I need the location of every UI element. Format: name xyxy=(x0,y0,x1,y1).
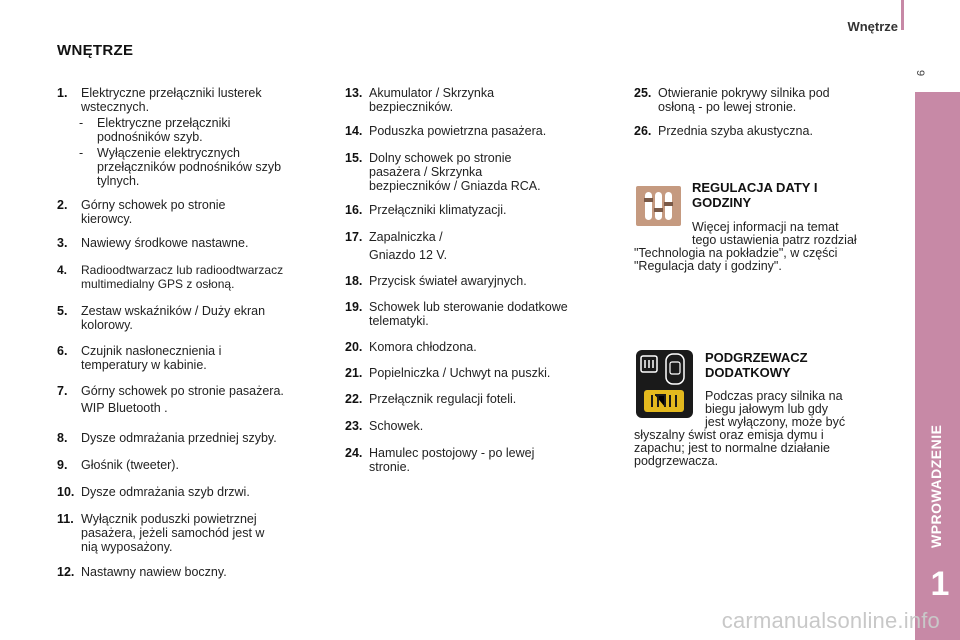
podgrzewacz-text-cont xyxy=(634,429,830,468)
item-number: 10. xyxy=(57,485,75,499)
item-text: Wyłącznik poduszki powietrznej xyxy=(81,512,257,526)
regulacja-text xyxy=(692,221,857,247)
item-text: Zapalniczka / xyxy=(369,230,443,244)
subitem-text: Wyłączenie elektrycznych xyxy=(97,146,240,160)
regulacja-text-cont xyxy=(634,247,837,273)
page-number: 9 xyxy=(914,70,926,77)
chapter-side-tab xyxy=(915,92,960,640)
list-item xyxy=(57,236,248,250)
item-number: 6. xyxy=(57,344,68,358)
list-item xyxy=(345,203,507,217)
podgrzewacz-text-line: Podczas pracy silnika na xyxy=(705,389,843,403)
item-text: Gniazdo 12 V. xyxy=(369,248,448,262)
list-item xyxy=(345,151,541,193)
heater-icon xyxy=(636,350,693,418)
subitem-dash: - xyxy=(79,146,84,160)
list-item xyxy=(345,300,568,328)
subitem-text: tylnych. xyxy=(97,174,140,188)
item-text: Przełącznik regulacji foteli. xyxy=(369,392,517,406)
podgrzewacz-text-line: podgrzewacza. xyxy=(634,454,719,468)
item-text: Dysze odmrażania przedniej szyby. xyxy=(81,431,277,445)
item-text: osłoną - po lewej stronie. xyxy=(658,100,797,114)
item-text: telematyki. xyxy=(369,314,429,328)
item-text: Komora chłodzona. xyxy=(369,340,477,354)
podgrzewacz-title xyxy=(705,350,808,380)
clock-adjust-icon xyxy=(636,186,681,226)
subitem-text: Elektryczne przełączniki xyxy=(97,116,231,130)
list-item xyxy=(57,304,265,332)
item-text: Głośnik (tweeter). xyxy=(81,458,179,472)
header-accent-bar xyxy=(901,0,904,30)
regulacja-title-line: GODZINY xyxy=(692,195,752,210)
item-number: 25. xyxy=(634,86,652,100)
item-text: multimedialny GPS z osłoną. xyxy=(81,277,235,291)
item-number: 21. xyxy=(345,366,363,380)
item-text: Górny schowek po stronie xyxy=(81,198,226,212)
item-text: Schowek lub sterowanie dodatkowe xyxy=(369,300,568,314)
item-text: Nawiewy środkowe nastawne. xyxy=(81,236,249,250)
item-number: 16. xyxy=(345,203,363,217)
item-text: Akumulator / Skrzynka xyxy=(369,86,495,100)
page-header-title: Wnętrze xyxy=(847,19,898,34)
item-text: kolorowy. xyxy=(81,318,133,332)
item-text: Przycisk świateł awaryjnych. xyxy=(369,274,527,288)
regulacja-text-line: Więcej informacji na temat xyxy=(692,220,839,234)
list-item xyxy=(57,512,264,554)
list-item xyxy=(57,344,221,372)
item-number: 20. xyxy=(345,340,363,354)
podgrzewacz-text-line: biegu jałowym lub gdy xyxy=(705,402,828,416)
item-text: WIP Bluetooth . xyxy=(81,401,168,415)
item-number: 5. xyxy=(57,304,68,318)
item-text: wstecznych. xyxy=(81,100,150,114)
list-subitem xyxy=(79,116,230,144)
item-text: Radioodtwarzacz lub radioodtwarzacz xyxy=(81,263,284,277)
item-text: Zestaw wskaźników / Duży ekran xyxy=(81,304,266,318)
list-item xyxy=(345,124,546,138)
podgrzewacz-text xyxy=(705,390,845,429)
item-text: bezpieczników / Gniazda RCA. xyxy=(369,179,541,193)
chapter-number: 1 xyxy=(930,565,950,603)
list-item xyxy=(57,263,283,291)
item-text: Czujnik nasłonecznienia i xyxy=(81,344,222,358)
regulacja-text-line: tego ustawienia patrz rozdział xyxy=(692,233,857,247)
item-text: Nastawny nawiew boczny. xyxy=(81,565,227,579)
item-text: Dysze odmrażania szyb drzwi. xyxy=(81,485,250,499)
list-item xyxy=(345,274,527,288)
item-number: 19. xyxy=(345,300,363,314)
subitem-text: przełączników podnośników szyb xyxy=(97,160,282,174)
list-item xyxy=(345,419,423,433)
podgrzewacz-text-line: zapachu; jest to normalne działanie xyxy=(634,441,830,455)
list-subitem xyxy=(79,146,281,188)
item-number: 13. xyxy=(345,86,363,100)
list-item xyxy=(345,86,494,114)
item-number: 11. xyxy=(57,512,74,526)
item-number: 9. xyxy=(57,458,68,472)
item-number: 1. xyxy=(57,86,68,100)
subitem-text: podnośników szyb. xyxy=(97,130,203,144)
item-text: nią wyposażony. xyxy=(81,540,173,554)
item-text: Poduszka powietrzna pasażera. xyxy=(369,124,547,138)
list-item xyxy=(345,230,447,262)
item-number: 7. xyxy=(57,384,68,398)
item-number: 17. xyxy=(345,230,363,244)
list-item xyxy=(57,86,262,114)
list-item xyxy=(345,366,550,380)
list-item xyxy=(57,485,250,499)
item-text: stronie. xyxy=(369,460,410,474)
list-item xyxy=(57,565,227,579)
section-title: WNĘTRZE xyxy=(57,42,134,59)
item-text: Górny schowek po stronie pasażera. xyxy=(81,384,284,398)
item-text: Otwieranie pokrywy silnika pod xyxy=(658,86,830,100)
item-number: 14. xyxy=(345,124,363,138)
item-text: Przednia szyba akustyczna. xyxy=(658,124,813,138)
regulacja-title-line: REGULACJA DATY I xyxy=(692,180,818,195)
item-number: 18. xyxy=(345,274,363,288)
regulacja-title xyxy=(692,180,817,210)
podgrzewacz-text-line: jest wyłączony, może być xyxy=(705,415,846,429)
podgrzewacz-text-line: słyszalny świst oraz emisja dymu i xyxy=(634,428,824,442)
list-item xyxy=(57,458,179,472)
regulacja-text-line: "Technologia na pokładzie", w części xyxy=(634,246,838,260)
item-number: 15. xyxy=(345,151,363,165)
item-number: 12. xyxy=(57,565,75,579)
item-text: Dolny schowek po stronie xyxy=(369,151,512,165)
item-text: bezpieczników. xyxy=(369,100,454,114)
item-text: Schowek. xyxy=(369,419,424,433)
watermark: carmanualsonline.info xyxy=(721,608,940,633)
list-item xyxy=(345,340,477,354)
list-item xyxy=(634,86,830,114)
subitem-dash: - xyxy=(79,116,84,130)
item-number: 24. xyxy=(345,446,363,460)
item-text: temperatury w kabinie. xyxy=(81,358,207,372)
list-item xyxy=(57,198,226,226)
item-number: 2. xyxy=(57,198,68,212)
list-item xyxy=(634,124,813,138)
chapter-label: WPROWADZENIE xyxy=(928,424,944,548)
item-text: Przełączniki klimatyzacji. xyxy=(369,203,507,217)
list-item xyxy=(345,446,534,474)
list-item xyxy=(57,431,277,445)
item-number: 3. xyxy=(57,236,68,250)
list-item xyxy=(345,392,516,406)
podgrzewacz-title-line: PODGRZEWACZ xyxy=(705,350,808,365)
item-number: 26. xyxy=(634,124,652,138)
item-text: Elektryczne przełączniki lusterek xyxy=(81,86,262,100)
item-number: 23. xyxy=(345,419,363,433)
item-number: 22. xyxy=(345,392,363,406)
regulacja-text-line: "Regulacja daty i godziny". xyxy=(634,259,782,273)
podgrzewacz-title-line: DODATKOWY xyxy=(705,365,791,380)
item-text: pasażera / Skrzynka xyxy=(369,165,483,179)
item-number: 8. xyxy=(57,431,68,445)
item-text: kierowcy. xyxy=(81,212,133,226)
item-text: Popielniczka / Uchwyt na puszki. xyxy=(369,366,551,380)
item-text: pasażera, jeżeli samochód jest w xyxy=(81,526,265,540)
item-text: Hamulec postojowy - po lewej xyxy=(369,446,535,460)
list-item xyxy=(57,384,284,415)
item-number: 4. xyxy=(57,263,68,277)
